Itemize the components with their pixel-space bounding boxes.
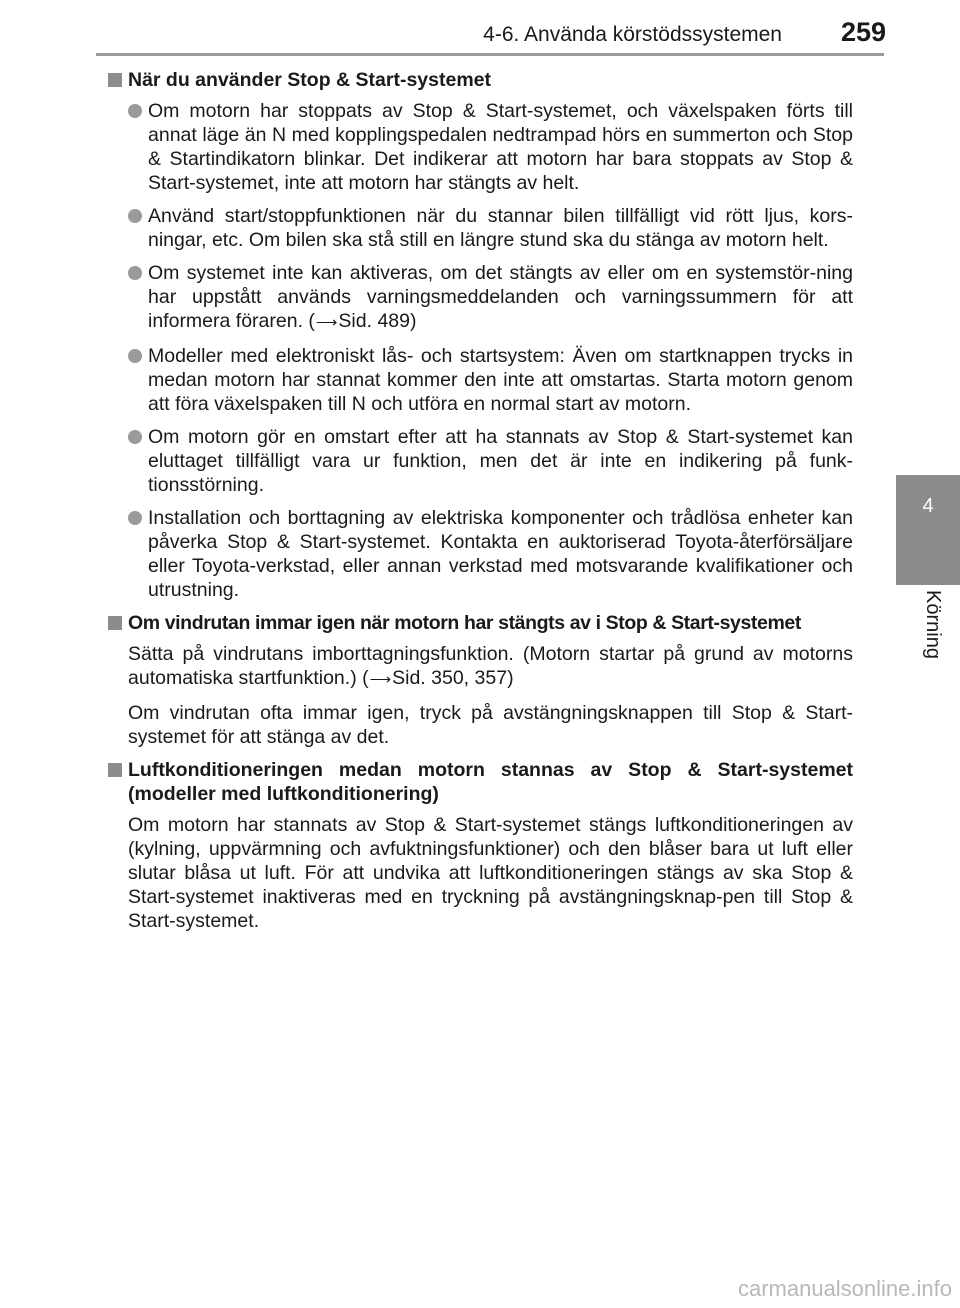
list-item: Installation och borttagning av elektriska komponenter och trådlösa enheter kan påverka Stop & Start-systemet. Kontakta en auktoriserad Toyota-återförsäljare eller Toyota-verkstad, eller annan verkstad med motsvarande kvalifikationer och utrustning.	[108, 506, 853, 602]
paragraph: Sätta på vindrutans imborttagningsfunktion. (Motorn startar på grund av motorns automatiska startfunktion.) (⟶Sid. 350, 357)	[128, 643, 853, 689]
header-divider	[96, 53, 884, 56]
list-item: Om motorn gör en omstart efter att ha stannats av Stop & Start-systemet kan eluttaget tillfälligt vara ur funktion, men det är inte en indikering på funk-tionsstörning.	[108, 425, 853, 497]
watermark: carmanualsonline.info	[737, 1276, 952, 1301]
list-item: Använd start/stoppfunktionen när du stannar bilen tillfälligt vid rött ljus, kors-ningar, etc. Om bilen ska stå still en längre stund ska du stänga av motorn helt.	[108, 204, 853, 252]
section-title: 4-6. Använda körstödssystemen	[483, 23, 782, 46]
section-heading: Om vindrutan immar igen när motorn har stängts av i Stop & Start-systemet	[108, 611, 853, 635]
square-bullet-icon	[108, 73, 122, 87]
page-number: 259	[840, 17, 886, 47]
circle-bullet-icon	[128, 430, 142, 444]
page-reference-link[interactable]: Sid. 350, 357	[392, 667, 508, 689]
square-bullet-icon	[108, 616, 122, 630]
chapter-label: Körning	[922, 590, 944, 659]
circle-bullet-icon	[128, 266, 142, 280]
list-item: Om systemet inte kan aktiveras, om det stängts av eller om en systemstör-ning har uppstått används varningsmeddelanden och varningssummern för att informera föraren. (⟶Sid. 489)	[108, 261, 853, 335]
circle-bullet-icon	[128, 104, 142, 118]
paragraph: Om vindrutan ofta immar igen, tryck på avstängningsknappen till Stop & Start-systemet för att stänga av det.	[128, 702, 853, 748]
circle-bullet-icon	[128, 349, 142, 363]
chapter-tab	[896, 475, 960, 585]
section-heading: Luftkonditioneringen medan motorn stannas av Stop & Start-systemet (modeller med luftkonditionering)	[108, 758, 853, 806]
page-reference-link[interactable]: Sid. 489	[338, 310, 410, 332]
section-heading: När du använder Stop & Start-systemet	[108, 68, 853, 92]
circle-bullet-icon	[128, 511, 142, 525]
page-content	[108, 68, 853, 942]
arrow-right-icon: ⟶	[315, 314, 338, 331]
list-item: Om motorn har stoppats av Stop & Start-systemet, och växelspaken förts till annat läge än N med kopplingspedalen nedtrampad hörs en summerton och Stop & Startindikatorn blinkar. Det indikerar att motorn har bara stoppats av Stop & Start-systemet, inte att motorn har stängts av helt.	[108, 99, 853, 195]
list-item: Modeller med elektroniskt lås- och startsystem: Även om startknappen trycks in medan motorn har stannat kommer den inte att omstartas. Starta motorn genom att föra växelspaken till N och utföra en normal start av motorn.	[108, 344, 853, 416]
page-header	[0, 0, 960, 56]
square-bullet-icon	[108, 763, 122, 777]
paragraph: Om motorn har stannats av Stop & Start-systemet stängs luftkonditioneringen av (kylning, uppvärmning och avfuktningsfunktioner) och den blåser bara ut luft eller slutar blåsa ut luft. För att undvika att luftkonditioneringen stängs av ska Stop & Start-systemet inaktiveras med en tryckning på avstängningsknap-pen till Stop & Start-systemet.	[128, 814, 853, 932]
circle-bullet-icon	[128, 209, 142, 223]
chapter-number: 4	[922, 495, 934, 517]
arrow-right-icon: ⟶	[369, 671, 392, 688]
